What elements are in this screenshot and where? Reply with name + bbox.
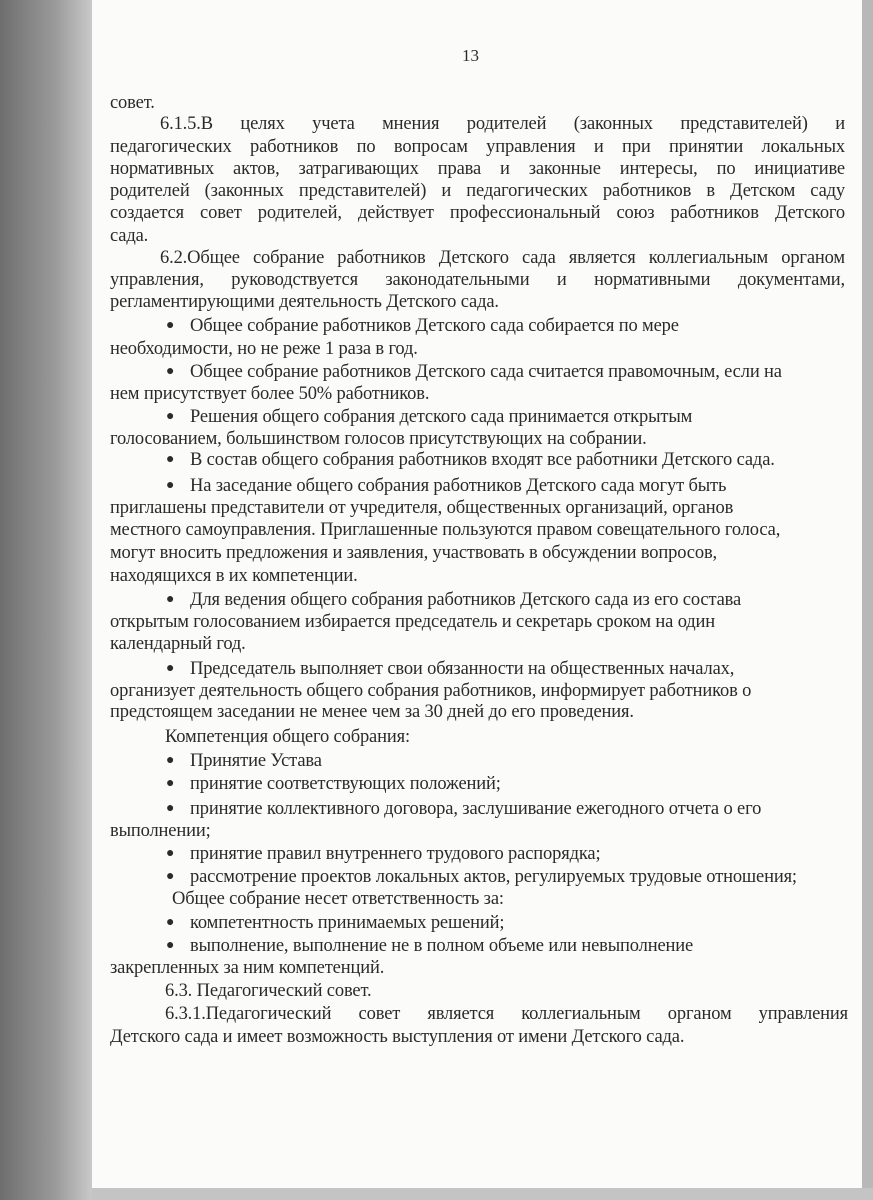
text-line: предстоящем заседании не менее чем за 30 дней до его проведения. bbox=[110, 702, 634, 722]
text-line: Общее собрание несет ответственность за: bbox=[172, 889, 504, 909]
bullet-item-text: Председатель выполняет свои обязанности на общественных началах, bbox=[190, 659, 735, 679]
text-line: местного самоуправления. Приглашенные пользуются правом совещательного голоса, bbox=[110, 520, 781, 540]
text-line: закрепленных за ним компетенций. bbox=[110, 958, 385, 978]
bullet-item-text: В состав общего собрания работников входят все работники Детского сада. bbox=[190, 450, 775, 470]
bullet-item-text: компетентность принимаемых решений; bbox=[190, 913, 505, 933]
bullet-item-text: рассмотрение проектов локальных актов, регулируемых трудовые отношения; bbox=[190, 867, 797, 887]
bullet-icon: ● bbox=[166, 801, 175, 816]
text-line: находящихся в их компетенции. bbox=[110, 566, 358, 586]
bullet-icon: ● bbox=[166, 661, 175, 676]
text-line: выполнении; bbox=[110, 821, 211, 841]
text-line: 6.2.Общее собрание работников Детского сада является коллегиальным органом bbox=[160, 248, 845, 268]
bullet-item-text: принятие коллективного договора, заслушивание ежегодного отчета о его bbox=[190, 799, 762, 819]
bullet-icon: ● bbox=[166, 318, 175, 333]
text-line: Компетенция общего собрания: bbox=[165, 727, 410, 747]
text-line: сада. bbox=[110, 226, 149, 246]
text-line: календарный год. bbox=[110, 634, 246, 654]
bullet-item-text: На заседание общего собрания работников Детского сада могут быть bbox=[190, 476, 727, 496]
text-line: педагогических работников по вопросам управления и при принятии локальных bbox=[110, 137, 845, 157]
page-number: 13 bbox=[462, 46, 479, 65]
bullet-item-text: выполнение, выполнение не в полном объеме или невыполнение bbox=[190, 936, 694, 956]
bullet-icon: ● bbox=[166, 869, 175, 884]
bullet-icon: ● bbox=[166, 452, 175, 467]
bullet-icon: ● bbox=[166, 478, 175, 493]
bullet-icon: ● bbox=[166, 915, 175, 930]
text-line: организует деятельность общего собрания работников, информирует работников о bbox=[110, 681, 752, 701]
bullet-item-text: Общее собрание работников Детского сада считается правомочным, если на bbox=[190, 362, 782, 382]
text-line: необходимости, но не реже 1 раза в год. bbox=[110, 339, 418, 359]
bullet-item-text: принятие соответствующих положений; bbox=[190, 774, 501, 794]
bullet-item-text: принятие правил внутреннего трудового распорядка; bbox=[190, 844, 601, 864]
text-line: совет. bbox=[110, 93, 155, 113]
bullet-icon: ● bbox=[166, 364, 175, 379]
bullet-icon: ● bbox=[166, 846, 175, 861]
bullet-icon: ● bbox=[166, 592, 175, 607]
text-line: создается совет родителей, действует профессиональный союз работников Детского bbox=[110, 203, 845, 223]
bullet-item-text: Решения общего собрания детского сада принимается открытым bbox=[190, 407, 693, 427]
text-line: могут вносить предложения и заявления, участвовать в обсуждении вопросов, bbox=[110, 543, 718, 563]
scan-bottom-edge bbox=[92, 1188, 873, 1200]
text-line: 6.3. Педагогический совет. bbox=[165, 981, 372, 1001]
text-line: приглашены представители от учредителя, общественных организаций, органов bbox=[110, 498, 734, 518]
text-line: 6.1.5.В целях учета мнения родителей (законных представителей) и bbox=[160, 114, 845, 134]
text-line: открытым голосованием избирается председатель и секретарь сроком на один bbox=[110, 612, 716, 632]
text-line: регламентирующими деятельность Детского сада. bbox=[110, 292, 499, 312]
text-line: Детского сада и имеет возможность выступления от имени Детского сада. bbox=[110, 1027, 685, 1047]
text-line: управления, руководствуется законодательными и нормативными документами, bbox=[110, 270, 845, 290]
bullet-icon: ● bbox=[166, 753, 175, 768]
bullet-item-text: Для ведения общего собрания работников Детского сада из его состава bbox=[190, 590, 742, 610]
scan-right-edge bbox=[862, 0, 873, 1200]
bullet-icon: ● bbox=[166, 776, 175, 791]
text-line: 6.3.1.Педагогический совет является коллегиальным органом управления bbox=[165, 1004, 848, 1024]
bullet-item-text: Общее собрание работников Детского сада собирается по мере bbox=[190, 316, 679, 336]
bullet-item-text: Принятие Устава bbox=[190, 751, 322, 771]
scan-left-edge bbox=[0, 0, 92, 1200]
text-line: родителей (законных представителей) и педагогических работников в Детском саду bbox=[110, 181, 845, 201]
bullet-icon: ● bbox=[166, 938, 175, 953]
text-line: нем присутствует более 50% работников. bbox=[110, 384, 430, 404]
bullet-icon: ● bbox=[166, 409, 175, 424]
text-line: голосованием, большинством голосов присутствующих на собрании. bbox=[110, 429, 647, 449]
text-line: нормативных актов, затрагивающих права и законные интересы, по инициативе bbox=[110, 159, 845, 179]
